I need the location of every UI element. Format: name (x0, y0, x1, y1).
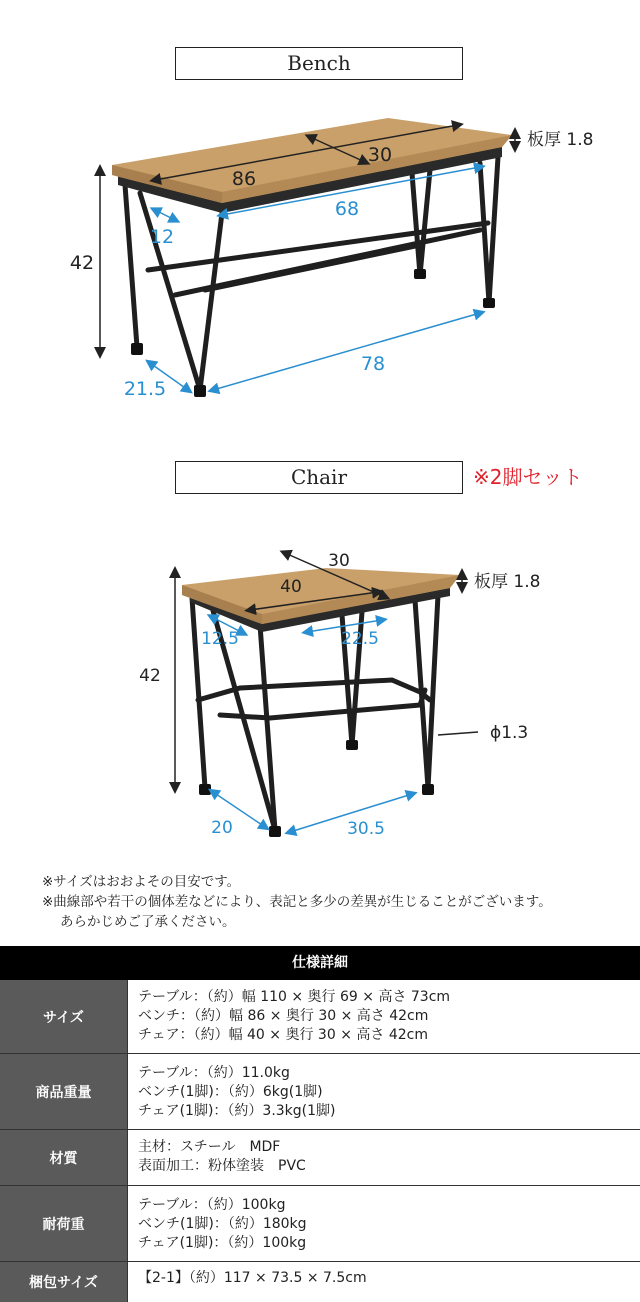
note-line: あらかじめご了承ください。 (60, 914, 236, 930)
spec-row-load (0, 1186, 640, 1262)
bench-feet (131, 269, 495, 397)
chair-pipe-label: ϕ1.3 (490, 723, 529, 743)
chair-height-label: 42 (139, 666, 161, 686)
chair-inner-width-label: 22.5 (341, 629, 379, 649)
bench-leg-front-label: 78 (360, 353, 386, 375)
spec-row-package (0, 1262, 640, 1302)
bench-illustration (0, 85, 640, 415)
spec-label: 梱包サイズ (0, 1262, 128, 1302)
spec-value: テーブル：（約）幅 110 × 奥行 69 × 高さ 73cm ベンチ：（約）幅 86 × 奥行 30 × 高さ 42cm チェア：（約）幅 40 × 奥行 30 × 高さ 42cm (138, 989, 451, 1043)
spec-label: 商品重量 (0, 1054, 128, 1129)
spec-value: テーブル：（約）11.0kg ベンチ(1脚)：（約）6kg(1脚) チェア(1脚)：（約）3.3kg(1脚) (138, 1065, 336, 1119)
chair-leg-side-label: 20 (211, 818, 233, 838)
chair-set-note: ※2脚セット (473, 465, 583, 489)
bench-leg-side-label: 21.5 (123, 378, 167, 400)
chair-depth-label: 30 (328, 551, 350, 571)
spec-row-material (0, 1130, 640, 1186)
chair-thickness-label: 板厚 1.8 (474, 572, 541, 592)
spec-heading: 仕様詳細 (0, 946, 640, 980)
spec-value: テーブル：（約）100kg ベンチ(1脚)：（約）180kg チェア(1脚)：（約）100kg (138, 1197, 307, 1251)
chair-inner-side-label: 12.5 (201, 629, 239, 649)
note-line: ※曲線部や若干の個体差などにより、表記と多少の差異が生じることがございます。 (42, 894, 552, 910)
spec-label: サイズ (0, 980, 128, 1053)
chair-illustration (0, 540, 640, 850)
bench-height-label: 42 (69, 252, 95, 274)
chair-leg-front-label: 30.5 (347, 819, 385, 839)
bench-depth-label: 30 (367, 144, 393, 166)
chair-width-label: 40 (280, 577, 302, 597)
chair-feet (199, 740, 434, 837)
bench-inner-width-label: 68 (334, 198, 360, 220)
spec-row-weight (0, 1054, 640, 1130)
bench-title: Bench (175, 47, 463, 80)
spec-value: 【2-1】（約）117 × 73.5 × 7.5cm (138, 1270, 367, 1286)
spec-label: 耐荷重 (0, 1186, 128, 1261)
spec-row-size (0, 980, 640, 1054)
spec-label: 材質 (0, 1130, 128, 1185)
spec-value: 主材：スチール MDF 表面加工：粉体塗装 PVC (138, 1139, 306, 1174)
size-notes (42, 872, 552, 932)
note-line: ※サイズはおおよその目安です。 (42, 874, 241, 890)
chair-title: Chair (175, 461, 463, 494)
bench-inner-side-label: 12 (149, 226, 175, 248)
bench-width-label: 86 (231, 168, 257, 190)
bench-thickness-label: 板厚 1.8 (527, 130, 594, 150)
